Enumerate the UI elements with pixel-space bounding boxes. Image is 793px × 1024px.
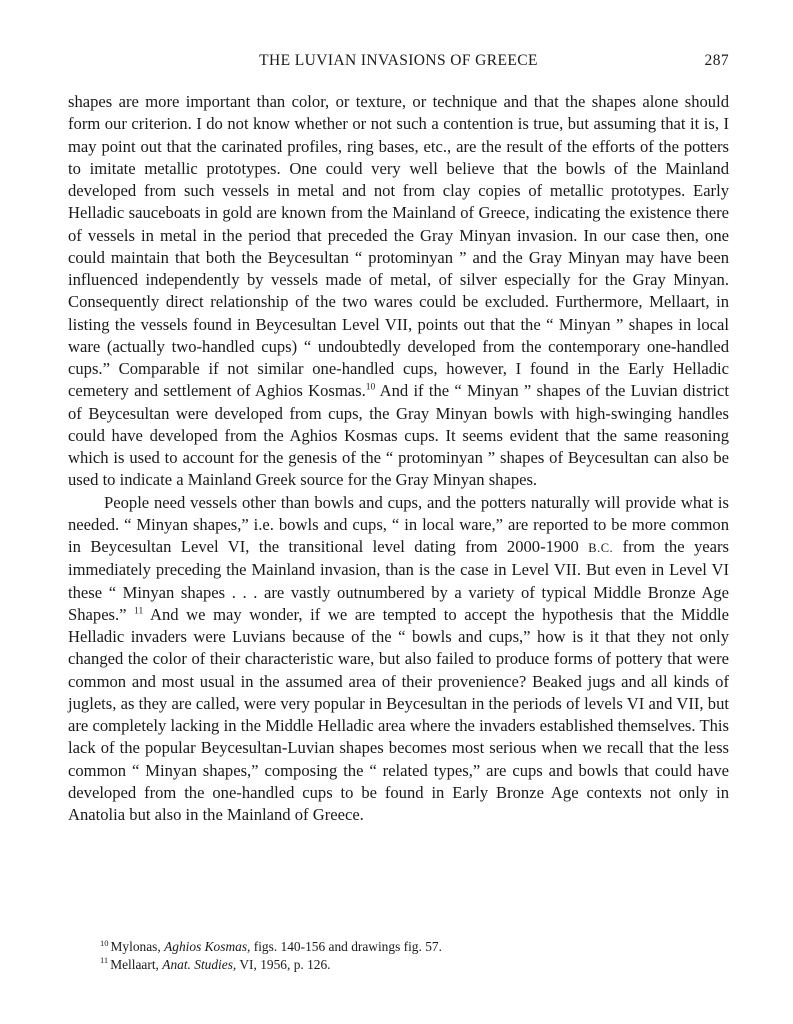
paragraph-2-text-a: People need vessels other than bowls and cups, and the potters naturally will provide what is needed. “ Minyan shapes,” i.e. bowls and cups, “ in local ware,” are reported to be more common in Beycesultan Level VI, the transitional level dating from 2000-1900 [68,492,729,556]
running-title: THE LUVIAN INVASIONS OF GREECE [259,52,538,69]
footnote-title: Aghios Kosmas, [164,939,251,954]
footnote-citation: VI, 1956, p. 126. [239,956,331,972]
footnote-number: 11 [100,955,109,966]
footnote-ref-11: 11 [134,606,144,617]
footnote-number: 10 [100,937,109,948]
paragraph-2-text-b: from the years immediately preceding the Mainland invasion, than is the case in Level VII. But even in Level VI these “ Minyan shapes . . . are vastly outnumbered by a variety of typical Middle Bronze Age Shapes.” [68,537,729,624]
footnote-10 [100,938,720,956]
footnote-ref-10: 10 [365,382,376,393]
footnotes [100,938,720,973]
footnote-11 [100,956,720,974]
paragraph-1 [68,91,729,492]
paragraph-2 [68,492,729,827]
footnote-author: Mylonas, [110,939,161,954]
footnote-citation: figs. 140-156 and drawings fig. 57. [253,939,442,954]
footnote-title: Anat. Studies, [162,956,237,972]
running-header [68,52,729,74]
page-number: 287 [704,52,729,69]
paragraph-2-text-c: And we may wonder, if we are tempted to accept the hypothesis that the Middle Helladic invaders were Luvians because of the “ bowls and cups,” how is it that they not only changed the color of their characteristic ware, but also failed to produce forms of pottery that were common and most usual in the assumed area of their provenience? Beaked jugs and all kinds of juglets, as they are called, were very popular in Beycesultan in the periods of levels VI and VII, but are completely lacking in the Middle Helladic area where the invaders established themselves. This lack of the popular Beycesultan-Luvian shapes becomes most serious when we recall that the less common “ Minyan shapes,” composing the “ related types,” are cups and bowls that could have developed from the one-handled cups to be found in Early Bronze Age contexts not only in Anatolia but also in the Mainland of Greece. [68,604,729,824]
paragraph-1-text-a: shapes are more important than color, or texture, or technique and that the shapes alone should form our criterion. I do not know whether or not such a contention is true, but assuming that it is, I may point out that the carinated profiles, ring bases, etc., are the result of the efforts of the potters to imitate metallic prototypes. One could very well believe that the bowls of the Mainland developed from such vessels in metal and not from clay copies of metallic prototypes. Early Helladic sauceboats in gold are known from the Mainland of Greece, indicating the existence there of vessels in metal in the period that preceded the Gray Minyan invasion. In our case then, one could maintain that both the Beycesultan “ protominyan ” and the Gray Minyan may have been influenced independently by vessels made of metal, of silver especially for the Gray Minyan. Consequently direct relationship of the two wares could be excluded. Furthermore, Mellaart, in listing the vessels found in Beycesultan Level VII, points out that the “ Minyan ” shapes in local ware (actually two-handled cups) “ undoubtedly developed from the contemporary one-handled cups.” Comparable if not similar one-handled cups, however, I found in the Early Helladic cemetery and settlement of Aghios Kosmas. [68,92,729,401]
footnote-author: Mellaart, [110,956,159,972]
body-text [68,91,729,826]
paragraph-1-text-b: And if the “ Minyan ” shapes of the Luvian district of Beycesultan were developed from cups, the Gray Minyan bowls with high-swinging handles could have developed from the Aghios Kosmas cups. It seems evident that the same reasoning which is used to account for the genesis of the “ protominyan ” shapes of Beycesultan can also be used to indicate a Mainland Greek source for the Gray Minyan shapes. [68,381,729,490]
era-abbreviation: B.C. [588,541,614,555]
